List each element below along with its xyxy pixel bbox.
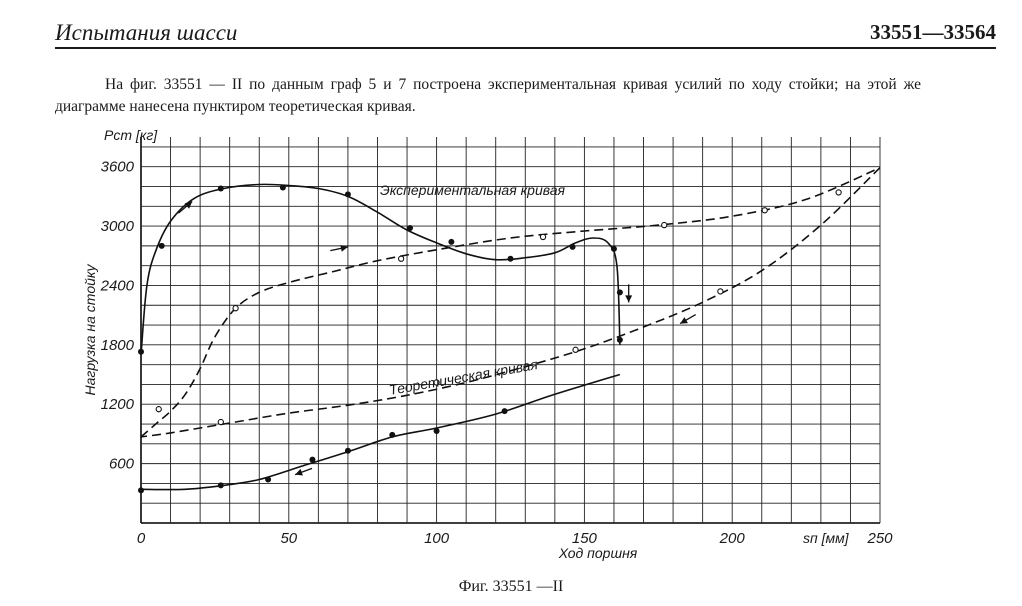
series-1-loading-line [141,168,880,437]
data-point-experimental [389,432,395,438]
page-range: 33551—33564 [870,20,996,44]
arrow-experimental-return-head [294,469,303,478]
x-tick-label: 250 [867,530,893,547]
data-point-experimental [280,184,286,190]
y-tick-label: 600 [108,455,134,473]
arrow-experimental-down [625,284,632,302]
data-point-theoretical [718,289,723,294]
series-label-theoretical: Теоретическая кривая [387,356,539,398]
series-0-loading-line [141,184,620,354]
x-unit-label: sп [мм] [803,530,849,546]
markers [138,184,841,493]
series-0-unloading-line [141,375,620,490]
data-point-experimental [617,289,623,295]
data-point-experimental [218,482,224,488]
data-point-theoretical [836,190,841,195]
y-tick-label: 2400 [100,277,134,295]
data-point-experimental [448,239,454,245]
data-point-experimental [138,487,144,493]
figure-caption: Фиг. 33551 —II [458,578,564,595]
y-tick-label: 1800 [100,336,134,354]
data-point-theoretical [762,208,767,213]
data-point-experimental [218,185,224,191]
data-point-experimental [617,337,623,343]
tick-labels [100,159,894,547]
data-point-experimental [345,191,351,197]
data-point-experimental [611,246,617,252]
y-tick-label: 1200 [100,396,134,414]
data-point-theoretical [662,222,667,227]
data-point-experimental [508,256,514,262]
x-tick-label: 150 [571,530,597,547]
data-point-theoretical [573,347,578,352]
y-tick-label: 3000 [100,218,134,236]
curves [141,168,880,490]
arrow-experimental-down-head [625,295,632,302]
data-point-experimental [434,428,440,434]
x-tick-label: 0 [136,530,146,547]
data-point-experimental [570,244,576,250]
data-point-experimental [159,243,165,249]
data-point-theoretical [218,419,223,424]
series-label-experimental: Экспериментальная кривая [380,182,566,198]
arrow-theoretical-return [678,312,697,327]
data-point-theoretical [399,256,404,261]
x-axis-label: Ход поршня [558,545,638,561]
data-point-theoretical [156,407,161,412]
arrow-experimental-up [176,199,194,216]
data-point-experimental [138,349,144,355]
data-point-theoretical [540,234,545,239]
data-point-experimental [309,457,315,463]
arrow-theoretical-load [330,244,349,255]
y-unit-label: Pст [кг] [104,127,158,143]
series-1-unloading-line [141,168,880,437]
x-tick-label: 50 [280,530,298,547]
data-point-experimental [345,448,351,454]
y-tick-label: 3600 [100,158,134,176]
data-point-experimental [265,476,271,482]
intro-paragraph: На фиг. 33551 — II по данным граф 5 и 7 построена экспериментальная кривая усилий по ходу стойки; на этой же диаграмме нанесена пунктиром теоретическая кривая. [55,76,921,115]
y-axis-label: Нагрузка на стойку [82,264,98,396]
x-tick-label: 100 [424,530,450,547]
section-title: Испытания шасси [55,20,238,45]
data-point-theoretical [233,306,238,311]
data-point-experimental [502,408,508,414]
x-tick-label: 200 [719,530,745,547]
data-point-experimental [407,225,413,231]
